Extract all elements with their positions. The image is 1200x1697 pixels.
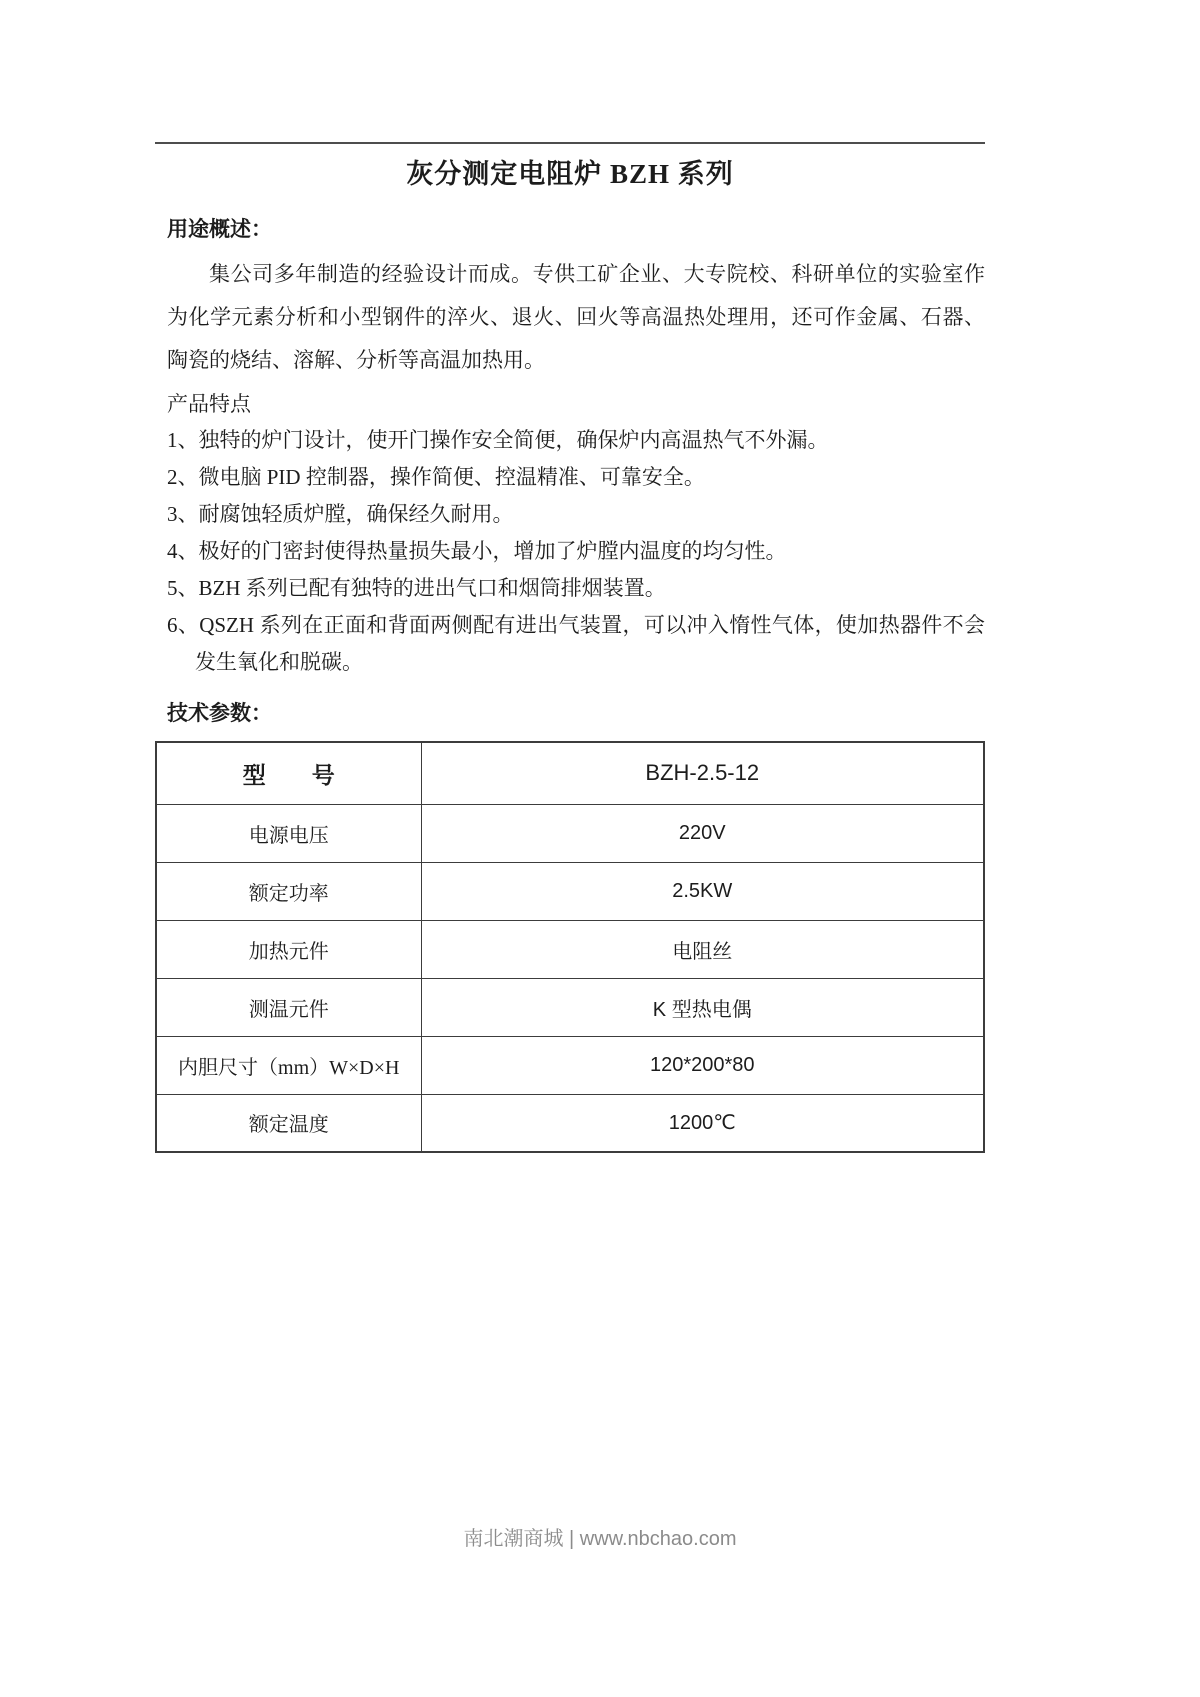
spec-value: K 型热电偶: [421, 978, 984, 1036]
spec-value: 220V: [421, 804, 984, 862]
spec-value: 电阻丝: [421, 920, 984, 978]
feature-item: 3、耐腐蚀轻质炉膛，确保经久耐用。: [167, 502, 514, 526]
features-list: [167, 422, 985, 681]
document-title: 灰分测定电阻炉 BZH 系列: [406, 159, 734, 189]
specs-heading: 技术参数：: [167, 701, 272, 725]
title-rule: [155, 142, 985, 144]
table-row: [156, 978, 984, 1036]
spec-table: [155, 741, 985, 1153]
table-row: [156, 1094, 984, 1152]
spec-value: 2.5KW: [421, 862, 984, 920]
spec-value: BZH-2.5-12: [421, 742, 984, 804]
page-footer: 南北潮商城 | www.nbchao.com: [463, 1528, 737, 1550]
table-row: [156, 742, 984, 804]
table-row: [156, 1036, 984, 1094]
spec-value: 120*200*80: [421, 1036, 984, 1094]
spec-label: 内胆尺寸（mm）W×D×H: [156, 1036, 421, 1094]
feature-item: 4、极好的门密封使得热量损失最小，增加了炉膛内温度的均匀性。: [167, 539, 787, 563]
table-row: [156, 920, 984, 978]
usage-heading: 用途概述：: [167, 217, 272, 241]
spec-label: 测温元件: [156, 978, 421, 1036]
table-row: [156, 804, 984, 862]
spec-value: 1200℃: [421, 1094, 984, 1152]
spec-label: 额定功率: [156, 862, 421, 920]
spec-label: 额定温度: [156, 1094, 421, 1152]
usage-paragraph: 集公司多年制造的经验设计而成。专供工矿企业、大专院校、科研单位的实验室作为化学元素分析和小型钢件的淬火、退火、回火等高温热处理用，还可作金属、石器、陶瓷的烧结、溶解、分析等高温加热用。: [167, 262, 985, 372]
spec-label: 型 号: [156, 742, 421, 804]
table-row: [156, 862, 984, 920]
feature-item: 2、微电脑 PID 控制器，操作简便、控温精准、可靠安全。: [167, 465, 705, 489]
spec-label: 加热元件: [156, 920, 421, 978]
spec-label: 电源电压: [156, 804, 421, 862]
feature-item: 1、独特的炉门设计，使开门操作安全简便，确保炉内高温热气不外漏。: [167, 428, 829, 452]
features-heading: 产品特点: [167, 392, 251, 416]
feature-item: 6、QSZH 系列在正面和背面两侧配有进出气装置，可以冲入惰性气体，使加热器件不会发生氧化和脱碳。: [167, 613, 985, 674]
feature-item: 5、BZH 系列已配有独特的进出气口和烟筒排烟装置。: [167, 576, 666, 600]
